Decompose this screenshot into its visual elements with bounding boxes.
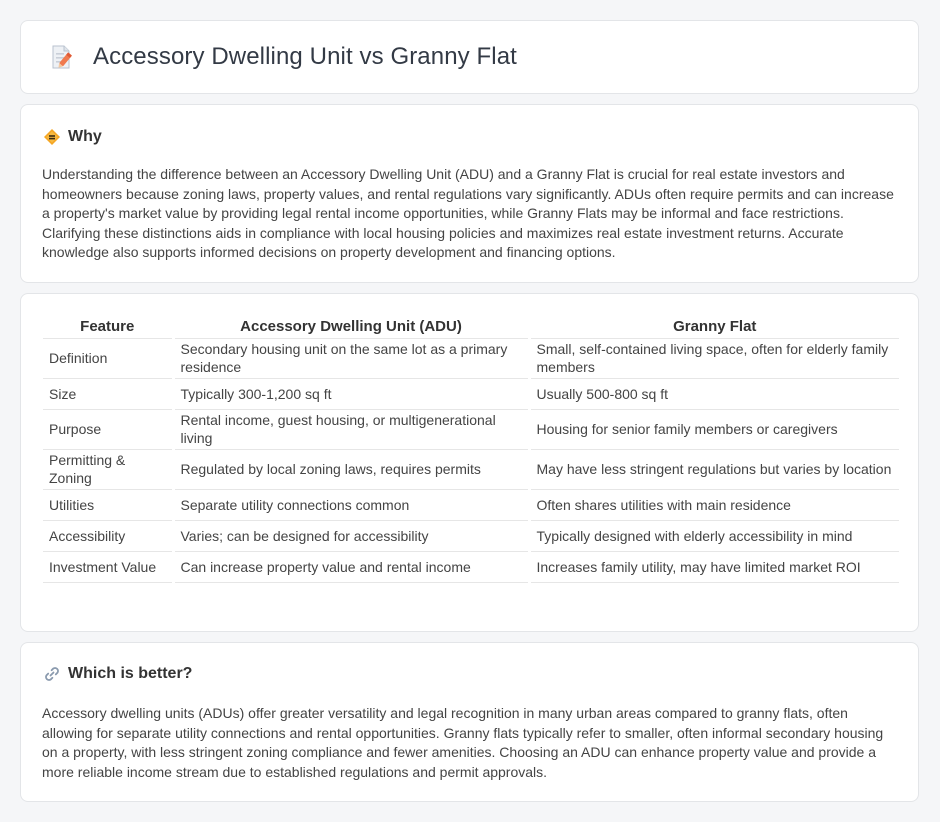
adu-cell: Typically 300-1,200 sq ft	[173, 378, 529, 409]
adu-cell: Secondary housing unit on the same lot as a primary residence	[173, 338, 529, 378]
feature-cell: Purpose	[43, 409, 173, 449]
adu-cell: Varies; can be designed for accessibility	[173, 520, 529, 551]
feature-cell: Size	[43, 378, 173, 409]
adu-cell: Rental income, guest housing, or multigenerational living	[173, 409, 529, 449]
document-pencil-icon	[47, 43, 75, 71]
why-paragraph: Understanding the difference between an Accessory Dwelling Unit (ADU) and a Granny Flat is crucial for real estate investors and homeowners because zoning laws, property values, and rental regulations vary significantly. ADUs often require permits and can increase a property's market value by providing legal rental income opportunities, while Granny Flats may be informal and face restrictions. Clarifying these distinctions aids in compliance with local housing policies and maximizes real estate investment returns. Accurate knowledge also supports informed decisions on property development and financing options.	[42, 166, 894, 260]
granny-flat-cell: Usually 500-800 sq ft	[529, 378, 899, 409]
why-heading: Why	[68, 128, 102, 145]
why-card	[20, 104, 919, 283]
feature-cell: Investment Value	[43, 551, 173, 582]
better-heading-row	[43, 665, 192, 683]
table-row	[43, 338, 899, 378]
table-row	[43, 449, 899, 489]
why-heading-row	[43, 128, 102, 146]
title-card	[20, 20, 919, 94]
comparison-table	[43, 316, 899, 583]
adu-cell: Separate utility connections common	[173, 489, 529, 520]
table-row	[43, 489, 899, 520]
comparison-card	[20, 293, 919, 632]
adu-cell: Regulated by local zoning laws, requires permits	[173, 449, 529, 489]
better-heading: Which is better?	[68, 665, 193, 682]
granny-flat-cell: Small, self-contained living space, often for elderly family members	[529, 338, 899, 378]
link-icon	[43, 665, 61, 683]
feature-cell: Accessibility	[43, 520, 173, 551]
better-paragraph: Accessory dwelling units (ADUs) offer greater versatility and legal recognition in many urban areas compared to granny flats, often allowing for separate utility connections and rental opportunities. Granny flats typically refer to smaller, often informal secondary housing on a property, with less stringent zoning compliance and fewer amenities. Choosing an ADU can enhance property value and provide a more reliable income stream due to established regulations and permit approvals.	[42, 705, 884, 780]
granny-flat-cell: May have less stringent regulations but varies by location	[529, 449, 899, 489]
diamond-warning-icon	[43, 128, 61, 146]
title-row	[47, 43, 517, 71]
page-title: Accessory Dwelling Unit vs Granny Flat	[93, 43, 517, 70]
header-adu: Accessory Dwelling Unit (ADU)	[173, 316, 529, 338]
header-granny-flat: Granny Flat	[529, 316, 899, 338]
granny-flat-cell: Increases family utility, may have limited market ROI	[529, 551, 899, 582]
feature-cell: Permitting & Zoning	[43, 449, 173, 489]
table-row	[43, 409, 899, 449]
feature-cell: Definition	[43, 338, 173, 378]
table-row	[43, 378, 899, 409]
table-row	[43, 520, 899, 551]
granny-flat-cell: Often shares utilities with main residence	[529, 489, 899, 520]
granny-flat-cell: Housing for senior family members or caregivers	[529, 409, 899, 449]
table-row	[43, 551, 899, 582]
adu-cell: Can increase property value and rental income	[173, 551, 529, 582]
granny-flat-cell: Typically designed with elderly accessibility in mind	[529, 520, 899, 551]
table-header-row	[43, 316, 899, 338]
which-is-better-card	[20, 642, 919, 802]
feature-cell: Utilities	[43, 489, 173, 520]
header-feature: Feature	[43, 316, 173, 338]
